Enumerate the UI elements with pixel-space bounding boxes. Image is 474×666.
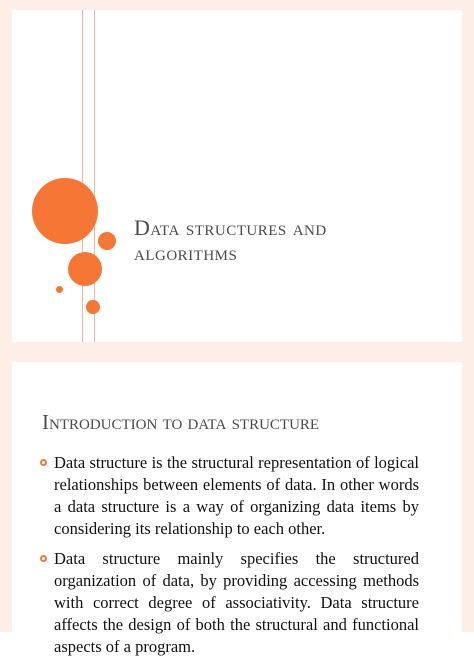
slide-sheet — [12, 10, 462, 342]
small-circle-decoration-2 — [86, 300, 100, 314]
bullet-item — [34, 452, 419, 540]
small-circle-decoration — [98, 232, 116, 250]
bullet-item — [34, 548, 419, 658]
content-slide — [0, 352, 474, 656]
slide-title — [134, 216, 394, 265]
bullet-text: Data structure mainly specifies the structured organization of data, by providing accessing methods with correct degree of associativity. Data structure affects the design of both the structural and functional aspects of a program. — [54, 549, 419, 656]
slide-sheet — [12, 362, 462, 656]
slide-title-line1: Data structures and — [134, 215, 327, 240]
ring-bullet-icon — [40, 459, 47, 466]
tiny-circle-decoration — [56, 286, 63, 293]
bullet-list — [34, 452, 419, 666]
large-circle-decoration — [32, 178, 98, 244]
decorative-rule — [82, 10, 83, 342]
slide-heading: Introduction to data structure — [42, 410, 320, 434]
slide-title-line2: algorithms — [134, 239, 238, 265]
bullet-text: Data structure is the structural representation of logical relationships between elements of data. In other words a data structure is a way of organizing data items by considering its relationship to each other. — [54, 453, 419, 538]
medium-circle-decoration — [68, 252, 102, 286]
ring-bullet-icon — [40, 555, 47, 562]
decorative-rule — [94, 10, 95, 342]
